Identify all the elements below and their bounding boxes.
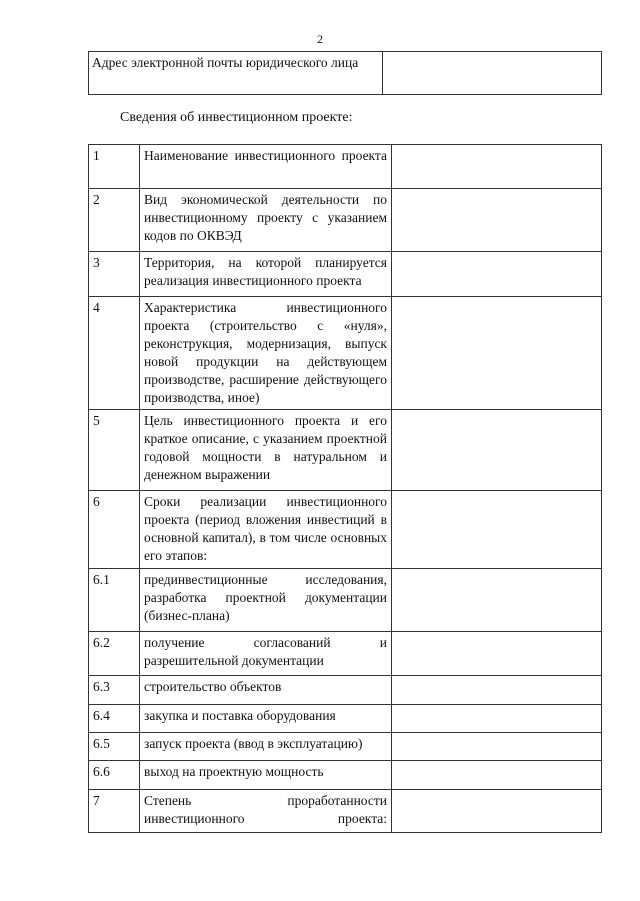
row-description: Сроки реализации инвестиционного проекта (период вложения инвестиций в основной капитал), в том числе основных его этапов:: [140, 491, 392, 569]
page-number: 2: [317, 32, 323, 46]
row-value-field[interactable]: [392, 410, 602, 491]
row-description: Вид экономической деятельности по инвестиционному проекту с указанием кодов по ОКВЭД: [140, 189, 392, 252]
row-description: строительство объектов: [140, 676, 392, 705]
row-value-field[interactable]: [392, 145, 602, 189]
row-value-field[interactable]: [392, 790, 602, 833]
row-description: Территория, на которой планируется реализация инвестиционного проекта: [140, 252, 392, 297]
row-number: 3: [89, 252, 140, 297]
investment-project-table: [88, 144, 602, 833]
legal-entity-email-table: [88, 51, 602, 95]
row-number: 2: [89, 189, 140, 252]
row-value-field[interactable]: [392, 491, 602, 569]
row-description: запуск проекта (ввод в эксплуатацию): [140, 733, 392, 761]
table-row: [89, 676, 602, 705]
table-row: [89, 705, 602, 733]
table-row: [89, 145, 602, 189]
row-description: получение согласований и разрешительной документации: [140, 632, 392, 676]
row-value-field[interactable]: [392, 705, 602, 733]
row-value-field[interactable]: [392, 189, 602, 252]
email-label: Адрес электронной почты юридического лица: [89, 52, 383, 95]
row-value-field[interactable]: [392, 297, 602, 410]
table-row: [89, 252, 602, 297]
row-value-field[interactable]: [392, 733, 602, 761]
table-row: [89, 790, 602, 833]
row-description: Степень проработанности инвестиционного проекта:: [140, 790, 392, 833]
row-number: 7: [89, 790, 140, 833]
table-row: [89, 761, 602, 790]
table-row: [89, 52, 602, 95]
row-value-field[interactable]: [392, 632, 602, 676]
table-row: [89, 632, 602, 676]
row-value-field[interactable]: [392, 252, 602, 297]
row-description: Характеристика инвестиционного проекта (строительство с «нуля», реконструкция, модернизация, выпуск новой продукции на действующем производстве, расширение действующего производства, иное): [140, 297, 392, 410]
row-value-field[interactable]: [392, 676, 602, 705]
row-number: 6.3: [89, 676, 140, 705]
table-row: [89, 189, 602, 252]
row-description: закупка и поставка оборудования: [140, 705, 392, 733]
section-heading: Сведения об инвестиционном проекте:: [120, 110, 353, 125]
table-row: [89, 569, 602, 632]
row-number: 4: [89, 297, 140, 410]
row-number: 6.4: [89, 705, 140, 733]
row-number: 6.2: [89, 632, 140, 676]
row-number: 6.1: [89, 569, 140, 632]
row-number: 6: [89, 491, 140, 569]
table-row: [89, 410, 602, 491]
row-number: 1: [89, 145, 140, 189]
email-value-field[interactable]: [383, 52, 602, 95]
row-value-field[interactable]: [392, 761, 602, 790]
row-value-field[interactable]: [392, 569, 602, 632]
row-description: выход на проектную мощность: [140, 761, 392, 790]
table-row: [89, 297, 602, 410]
table-row: [89, 491, 602, 569]
row-description: Наименование инвестиционного проекта: [140, 145, 392, 189]
row-number: 6.6: [89, 761, 140, 790]
table-row: [89, 733, 602, 761]
row-number: 5: [89, 410, 140, 491]
row-description: Цель инвестиционного проекта и его краткое описание, с указанием проектной годовой мощности в натуральном и денежном выражении: [140, 410, 392, 491]
row-description: прединвестиционные исследования, разработка проектной документации (бизнес-плана): [140, 569, 392, 632]
row-number: 6.5: [89, 733, 140, 761]
